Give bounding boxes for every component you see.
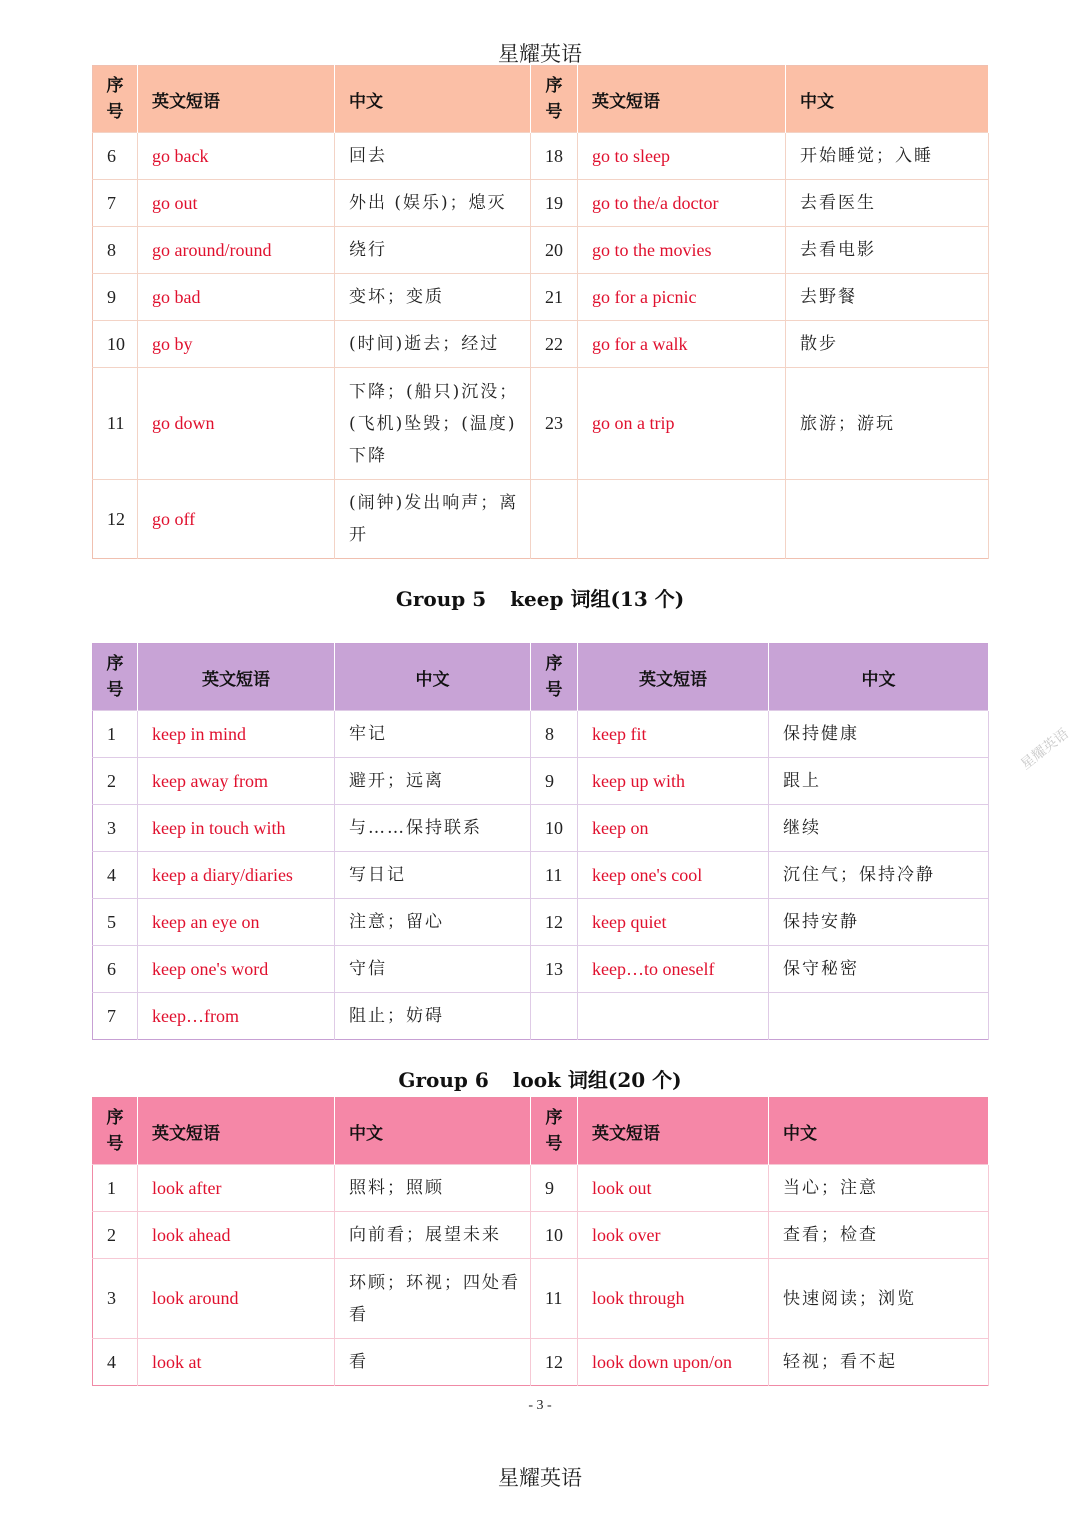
column-header-num: 序 号 (531, 66, 578, 133)
phrase-cell: go out (138, 180, 335, 227)
table-header-row (93, 66, 989, 133)
row-number: 7 (93, 180, 138, 227)
meaning-cell: 写日记 (335, 852, 531, 899)
meaning-cell: 牢记 (335, 711, 531, 758)
row-number: 4 (93, 852, 138, 899)
meaning-cell: 看 (335, 1339, 531, 1386)
meaning-cell: 向前看；展望未来 (335, 1212, 531, 1259)
table-row (93, 133, 989, 180)
row-number: 21 (531, 274, 578, 321)
phrase-cell: keep in mind (138, 711, 335, 758)
row-number: 2 (93, 1212, 138, 1259)
watermark-text: 星耀英语 (1017, 725, 1072, 773)
table-row (93, 852, 989, 899)
column-header-num: 序 号 (93, 66, 138, 133)
meaning-cell: 保持安静 (769, 899, 989, 946)
table-header-row (93, 644, 989, 711)
phrase-cell: go bad (138, 274, 335, 321)
table-row (93, 899, 989, 946)
row-number: 20 (531, 227, 578, 274)
row-number (531, 480, 578, 559)
phrase-cell: keep one's cool (578, 852, 769, 899)
table-row (93, 1165, 989, 1212)
column-header-num: 序 号 (531, 1098, 578, 1165)
row-number: 11 (531, 852, 578, 899)
meaning-cell: 查看；检查 (769, 1212, 989, 1259)
table-row (93, 274, 989, 321)
phrase-cell: keep one's word (138, 946, 335, 993)
meaning-cell: 注意；留心 (335, 899, 531, 946)
table-row (93, 180, 989, 227)
phrase-cell: go to sleep (578, 133, 786, 180)
phrase-cell: go for a picnic (578, 274, 786, 321)
row-number: 9 (531, 758, 578, 805)
column-header-phrase: 英文短语 (138, 1098, 335, 1165)
meaning-cell: 照料；照顾 (335, 1165, 531, 1212)
column-header-phrase: 英文短语 (578, 66, 786, 133)
phrase-cell: keep…to oneself (578, 946, 769, 993)
table-row (93, 1212, 989, 1259)
column-header-phrase: 英文短语 (138, 644, 335, 711)
meaning-cell: 散步 (786, 321, 989, 368)
phrase-cell: go down (138, 368, 335, 480)
phrase-cell: keep an eye on (138, 899, 335, 946)
row-number: 22 (531, 321, 578, 368)
table-row (93, 368, 989, 480)
meaning-cell: 环顾；环视；四处看看 (335, 1259, 531, 1339)
meaning-cell: 沉住气；保持冷静 (769, 852, 989, 899)
meaning-cell: 回去 (335, 133, 531, 180)
go-phrases-table (92, 65, 989, 559)
phrase-cell: go off (138, 480, 335, 559)
row-number: 7 (93, 993, 138, 1040)
keep-phrases-table (92, 643, 989, 1040)
phrase-cell: go around/round (138, 227, 335, 274)
phrase-cell (578, 480, 786, 559)
meaning-cell: 保持健康 (769, 711, 989, 758)
meaning-cell: 下降；(船只)沉没；(飞机)坠毁；(温度)下降 (335, 368, 531, 480)
meaning-cell: 与……保持联系 (335, 805, 531, 852)
phrase-cell: keep up with (578, 758, 769, 805)
column-header-meaning: 中文 (335, 66, 531, 133)
row-number: 8 (531, 711, 578, 758)
meaning-cell: (闹钟)发出响声；离开 (335, 480, 531, 559)
look-phrases-table (92, 1097, 989, 1386)
phrase-cell: go on a trip (578, 368, 786, 480)
row-number: 3 (93, 1259, 138, 1339)
meaning-cell: 阻止；妨碍 (335, 993, 531, 1040)
row-number: 11 (531, 1259, 578, 1339)
table-row (93, 480, 989, 559)
meaning-cell: 保守秘密 (769, 946, 989, 993)
phrase-cell: look out (578, 1165, 769, 1212)
meaning-cell: 去看医生 (786, 180, 989, 227)
page-header: 星耀英语 (498, 42, 582, 66)
page-footer: 星耀英语 (498, 1466, 582, 1490)
phrase-cell: look down upon/on (578, 1339, 769, 1386)
phrase-cell: keep away from (138, 758, 335, 805)
row-number: 19 (531, 180, 578, 227)
meaning-cell: 跟上 (769, 758, 989, 805)
row-number: 10 (93, 321, 138, 368)
meaning-cell: 去野餐 (786, 274, 989, 321)
column-header-meaning: 中文 (335, 644, 531, 711)
row-number: 5 (93, 899, 138, 946)
group-6-title (0, 1064, 1080, 1093)
meaning-cell: 去看电影 (786, 227, 989, 274)
group-5-title (0, 583, 1080, 612)
column-header-num: 序 号 (93, 644, 138, 711)
row-number: 10 (531, 1212, 578, 1259)
table-header-row (93, 1098, 989, 1165)
table-row (93, 946, 989, 993)
row-number: 18 (531, 133, 578, 180)
column-header-phrase: 英文短语 (578, 644, 769, 711)
meaning-cell: 快速阅读；浏览 (769, 1259, 989, 1339)
phrase-cell: go back (138, 133, 335, 180)
phrase-cell: look at (138, 1339, 335, 1386)
phrase-cell: look ahead (138, 1212, 335, 1259)
group-label: Group 6 (398, 1068, 489, 1092)
row-number: 4 (93, 1339, 138, 1386)
row-number: 12 (531, 1339, 578, 1386)
meaning-cell: 继续 (769, 805, 989, 852)
meaning-cell: 避开；远离 (335, 758, 531, 805)
row-number: 2 (93, 758, 138, 805)
phrase-cell: keep…from (138, 993, 335, 1040)
phrase-cell: go to the/a doctor (578, 180, 786, 227)
column-header-meaning: 中文 (335, 1098, 531, 1165)
table-row (93, 805, 989, 852)
column-header-meaning: 中文 (769, 644, 989, 711)
meaning-cell: (时间)逝去；经过 (335, 321, 531, 368)
table-row (93, 758, 989, 805)
meaning-cell: 变坏；变质 (335, 274, 531, 321)
row-number: 11 (93, 368, 138, 480)
meaning-cell: 守信 (335, 946, 531, 993)
meaning-cell: 当心；注意 (769, 1165, 989, 1212)
table-row (93, 1339, 989, 1386)
table-row (93, 227, 989, 274)
meaning-cell (786, 480, 989, 559)
group-heading: keep 词组(13 个) (510, 587, 685, 611)
phrase-cell: go for a walk (578, 321, 786, 368)
table-row (93, 1259, 989, 1339)
column-header-meaning: 中文 (786, 66, 989, 133)
row-number: 9 (531, 1165, 578, 1212)
meaning-cell: 轻视；看不起 (769, 1339, 989, 1386)
row-number: 12 (93, 480, 138, 559)
phrase-cell: keep quiet (578, 899, 769, 946)
phrase-cell: keep a diary/diaries (138, 852, 335, 899)
row-number: 1 (93, 1165, 138, 1212)
phrase-cell: look around (138, 1259, 335, 1339)
column-header-meaning: 中文 (769, 1098, 989, 1165)
table-row (93, 321, 989, 368)
row-number: 1 (93, 711, 138, 758)
column-header-num: 序 号 (93, 1098, 138, 1165)
meaning-cell: 外出 (娱乐)；熄灭 (335, 180, 531, 227)
row-number: 13 (531, 946, 578, 993)
column-header-phrase: 英文短语 (138, 66, 335, 133)
row-number: 8 (93, 227, 138, 274)
phrase-cell: look after (138, 1165, 335, 1212)
row-number: 3 (93, 805, 138, 852)
row-number (531, 993, 578, 1040)
row-number: 9 (93, 274, 138, 321)
table-row (93, 993, 989, 1040)
phrase-cell: look over (578, 1212, 769, 1259)
phrase-cell: keep in touch with (138, 805, 335, 852)
meaning-cell (769, 993, 989, 1040)
page-number: - 3 - (528, 1398, 552, 1413)
phrase-cell (578, 993, 769, 1040)
column-header-num: 序 号 (531, 644, 578, 711)
phrase-cell: go to the movies (578, 227, 786, 274)
phrase-cell: look through (578, 1259, 769, 1339)
meaning-cell: 开始睡觉；入睡 (786, 133, 989, 180)
phrase-cell: go by (138, 321, 335, 368)
meaning-cell: 绕行 (335, 227, 531, 274)
table-row (93, 711, 989, 758)
phrase-cell: keep on (578, 805, 769, 852)
meaning-cell: 旅游；游玩 (786, 368, 989, 480)
group-label: Group 5 (395, 587, 487, 611)
row-number: 6 (93, 946, 138, 993)
row-number: 12 (531, 899, 578, 946)
row-number: 6 (93, 133, 138, 180)
phrase-cell: keep fit (578, 711, 769, 758)
row-number: 10 (531, 805, 578, 852)
group-heading: look 词组(20 个) (512, 1068, 682, 1092)
row-number: 23 (531, 368, 578, 480)
column-header-phrase: 英文短语 (578, 1098, 769, 1165)
